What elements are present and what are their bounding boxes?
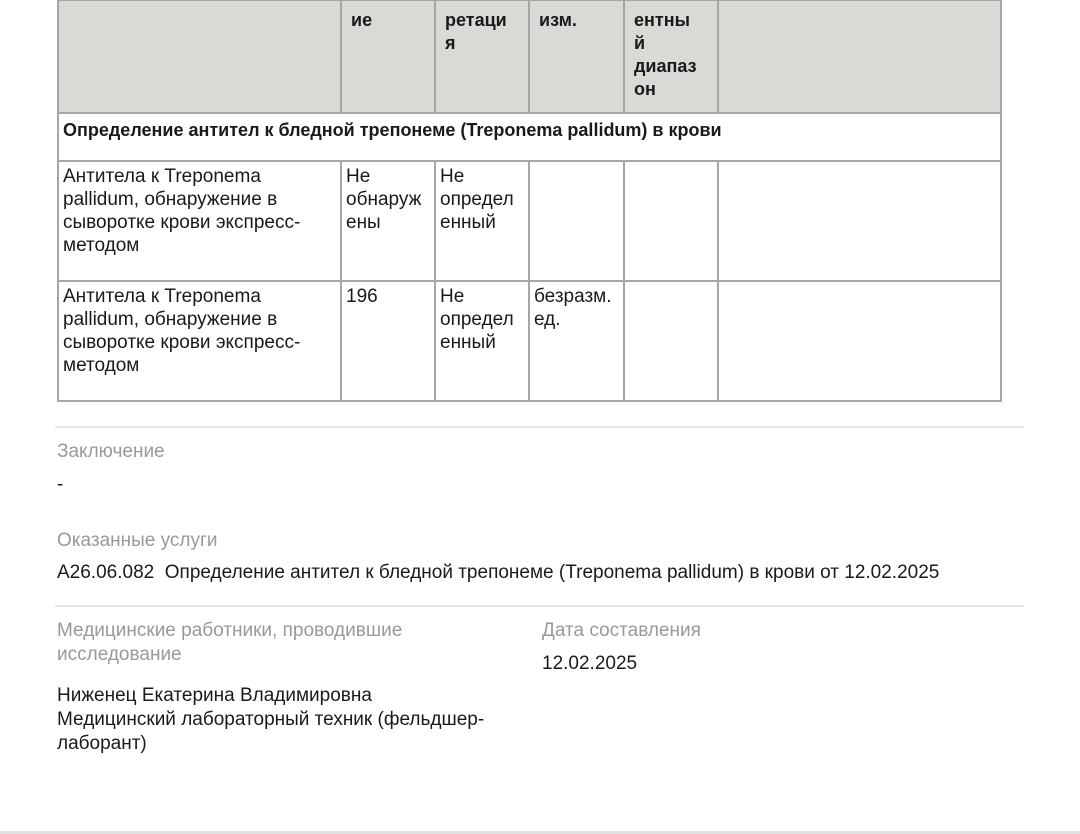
cell-note	[718, 281, 1001, 401]
section-divider	[55, 426, 1024, 428]
header-cell: ретаци я	[435, 0, 529, 113]
table-row	[58, 161, 1001, 281]
table-row	[58, 281, 1001, 401]
staff-position: Медицинский лабораторный техник (фельдшер-лаборант)	[57, 709, 485, 754]
services-label: Оказанные услуги	[57, 530, 218, 551]
cell-range	[624, 161, 718, 281]
cell-interpretation: Не определ енный	[435, 161, 529, 281]
cell-unit	[529, 161, 624, 281]
cell-unit: безразм. ед.	[529, 281, 624, 401]
staff-name: Ниженец Екатерина Владимировна	[57, 685, 372, 706]
header-cell: ие	[341, 0, 435, 113]
services-value: A26.06.082 Определение антител к бледной трепонеме (Treponema pallidum) в крови от 12.02.2025	[57, 562, 940, 583]
table-header-row	[58, 0, 1001, 113]
cell-test-name: Антитела к Treponema pallidum, обнаружение в сыворотке крови экспресс-методом	[58, 281, 341, 401]
cell-note	[718, 161, 1001, 281]
cell-interpretation: Не определ енный	[435, 281, 529, 401]
conclusion-label: Заключение	[57, 441, 165, 462]
conclusion-value: -	[57, 474, 64, 495]
results-table	[57, 0, 1002, 402]
cell-test-name: Антитела к Treponema pallidum, обнаружение в сыворотке крови экспресс-методом	[58, 161, 341, 281]
header-cell: ентны й диапаз он	[624, 0, 718, 113]
header-cell	[58, 0, 341, 113]
cell-value: 196	[341, 281, 435, 401]
group-title: Определение антител к бледной трепонеме (Treponema pallidum) в крови	[58, 113, 1001, 161]
staff-label: Медицинские работники, проводившие исследование	[57, 620, 403, 665]
table-group-row	[58, 113, 1001, 161]
section-divider	[55, 605, 1024, 607]
date-label: Дата составления	[542, 620, 701, 641]
header-cell: изм.	[529, 0, 624, 113]
header-cell	[718, 0, 1001, 113]
cell-range	[624, 281, 718, 401]
cell-value: Не обнаруж ены	[341, 161, 435, 281]
date-value: 12.02.2025	[542, 653, 638, 674]
